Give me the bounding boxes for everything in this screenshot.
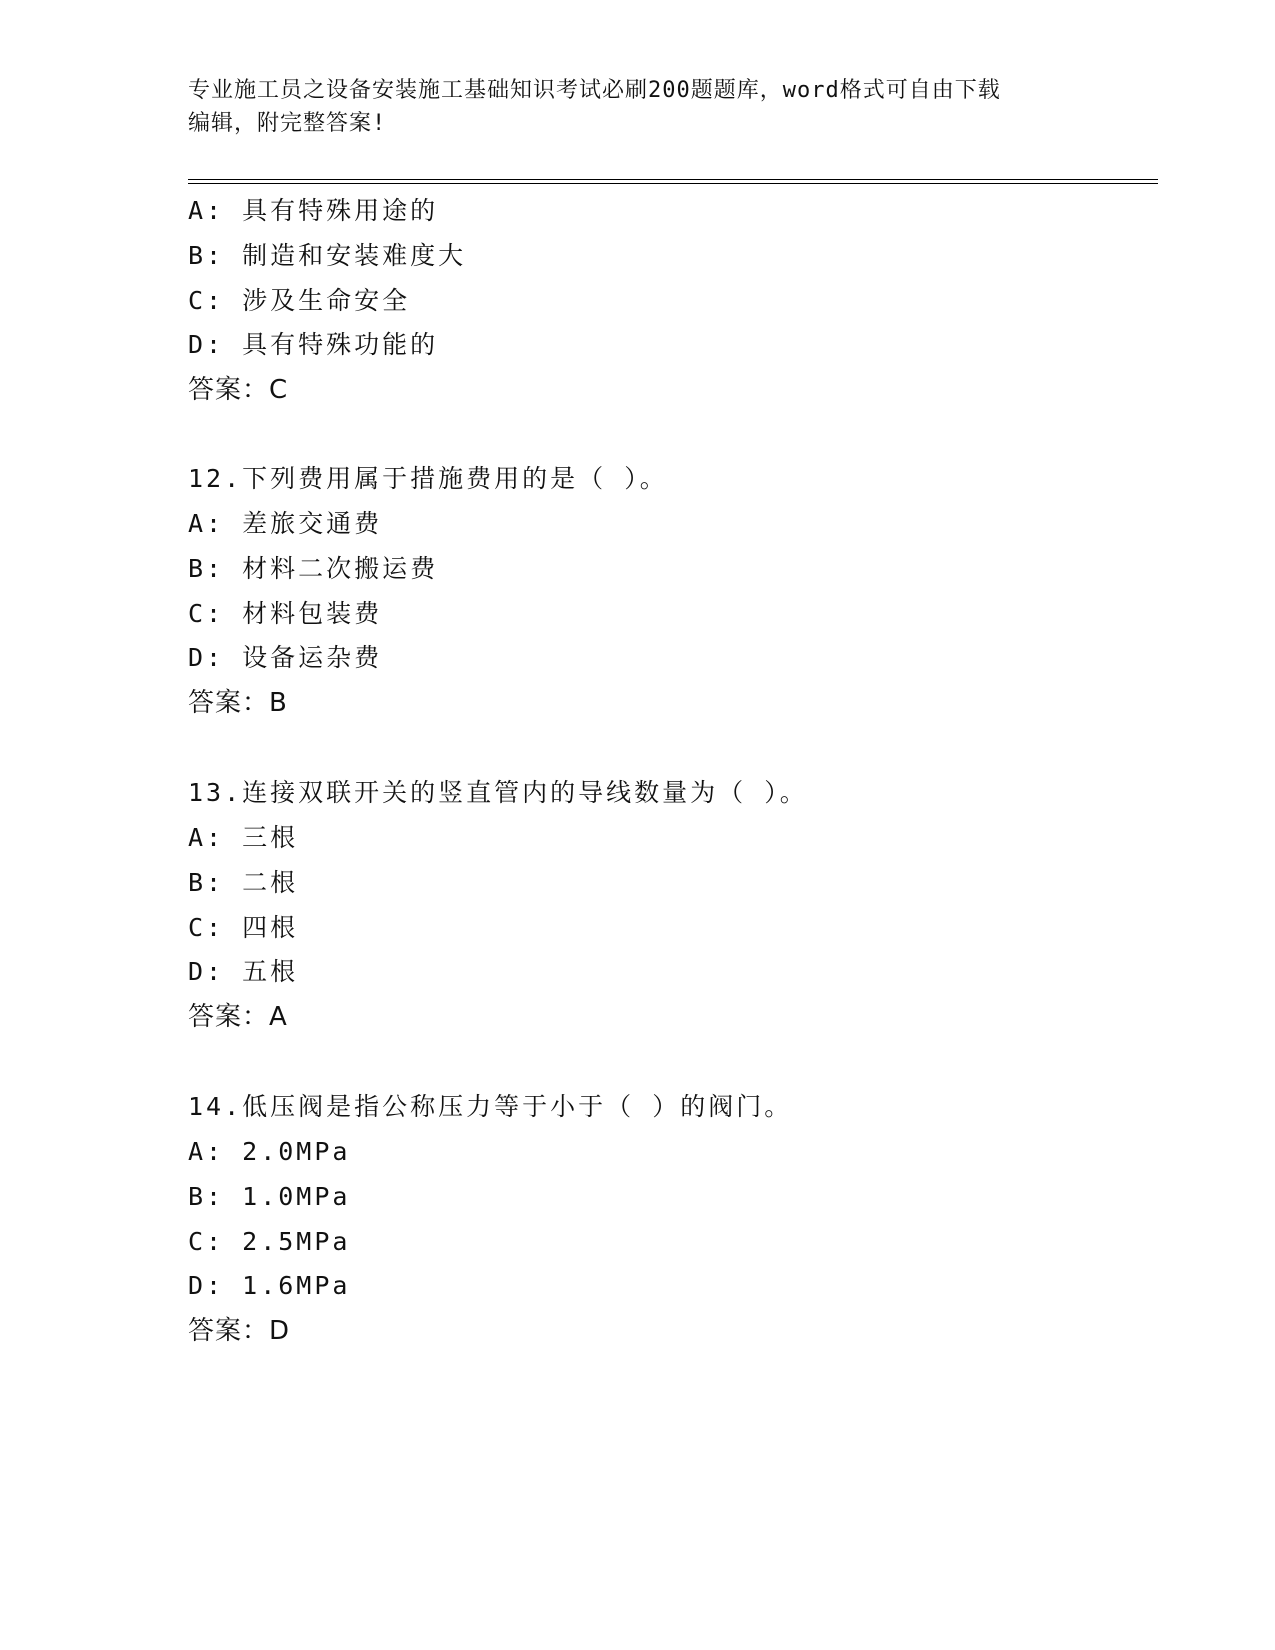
q13-answer: 答案：A (188, 1002, 288, 1032)
q12-answer: 答案：B (188, 688, 288, 718)
document-header (188, 74, 1088, 140)
q14-option-a: A: 2.0MPa (188, 1137, 351, 1166)
q13-option-c: C: 四根 (188, 913, 299, 942)
header-divider-top (188, 179, 1158, 180)
q11-option-c: C: 涉及生命安全 (188, 286, 411, 315)
q14-stem: 14.低压阀是指公称压力等于小于（ ）的阀门。 (188, 1092, 793, 1121)
q14-answer: 答案：D (188, 1316, 291, 1346)
q14-option-b: B: 1.0MPa (188, 1182, 351, 1211)
q11-option-a: A: 具有特殊用途的 (188, 196, 439, 225)
q11-option-b: B: 制造和安装难度大 (188, 241, 467, 270)
header-divider-bottom (188, 183, 1158, 184)
q12-stem: 12.下列费用属于措施费用的是（ ）。 (188, 464, 668, 493)
q12-option-a: A: 差旅交通费 (188, 509, 383, 538)
q11-answer: 答案：C (188, 375, 289, 405)
q13-stem: 13.连接双联开关的竖直管内的导线数量为（ ）。 (188, 778, 808, 807)
q14-option-d: D: 1.6MPa (188, 1271, 351, 1300)
q12-option-d: D: 设备运杂费 (188, 643, 383, 672)
q12-option-c: C: 材料包装费 (188, 599, 383, 628)
q13-option-b: B: 二根 (188, 868, 299, 897)
q13-option-d: D: 五根 (188, 957, 299, 986)
q12-option-b: B: 材料二次搬运费 (188, 554, 439, 583)
q14-option-c: C: 2.5MPa (188, 1227, 351, 1256)
header-title-line-2: 编辑，附完整答案! (188, 111, 387, 136)
header-title-line-1: 专业施工员之设备安装施工基础知识考试必刷200题题库，word格式可自由下载 (188, 78, 1001, 103)
q11-option-d: D: 具有特殊功能的 (188, 330, 439, 359)
q13-option-a: A: 三根 (188, 823, 299, 852)
